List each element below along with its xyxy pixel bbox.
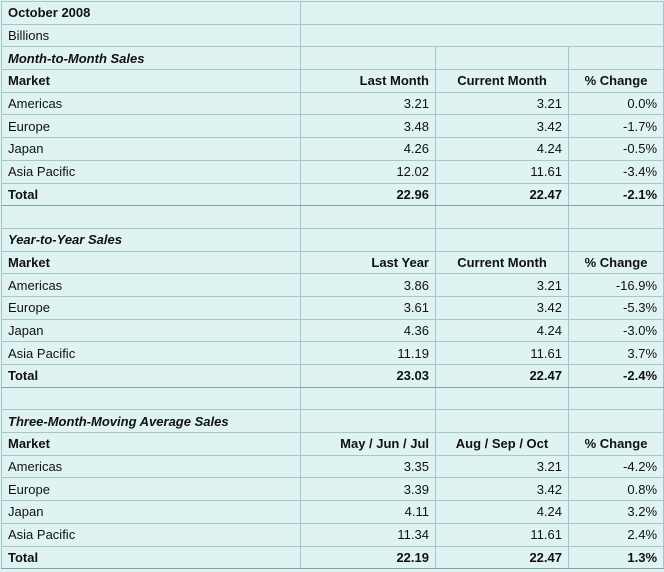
section-title-row [2, 47, 664, 70]
value-cell: 2.4% [569, 523, 664, 546]
table-row [2, 478, 664, 501]
value-cell: 3.2% [569, 501, 664, 524]
section-title: Month-to-Month Sales [2, 47, 301, 70]
section-title-filler [569, 228, 664, 251]
spacer-cell [2, 387, 301, 410]
market-cell: Europe [2, 296, 301, 319]
column-header: Last Month [301, 70, 436, 93]
spacer-cell [569, 387, 664, 410]
value-cell: 3.42 [436, 115, 569, 138]
market-cell: Americas [2, 455, 301, 478]
total-label: Total [2, 365, 301, 388]
value-cell: 3.42 [436, 296, 569, 319]
value-cell: -4.2% [569, 455, 664, 478]
value-cell: 3.21 [436, 274, 569, 297]
value-cell: 3.35 [301, 455, 436, 478]
total-row [2, 183, 664, 206]
section-title-filler [436, 410, 569, 433]
market-cell: Americas [2, 92, 301, 115]
section-title: Year-to-Year Sales [2, 228, 301, 251]
table-row [2, 342, 664, 365]
total-value: 23.03 [301, 365, 436, 388]
column-header: % Change [569, 70, 664, 93]
value-cell: 4.24 [436, 501, 569, 524]
value-cell: -3.4% [569, 160, 664, 183]
table-row [2, 115, 664, 138]
value-cell: 0.8% [569, 478, 664, 501]
value-cell: 3.7% [569, 342, 664, 365]
market-cell: Americas [2, 274, 301, 297]
value-cell: 3.21 [436, 455, 569, 478]
value-cell: 3.42 [436, 478, 569, 501]
table-row [2, 501, 664, 524]
table-row [2, 274, 664, 297]
column-header: Market [2, 433, 301, 456]
spacer-cell [301, 206, 436, 229]
table-row [2, 296, 664, 319]
value-cell: -0.5% [569, 138, 664, 161]
market-cell: Asia Pacific [2, 160, 301, 183]
market-cell: Asia Pacific [2, 342, 301, 365]
total-value: -2.1% [569, 183, 664, 206]
value-cell: 4.24 [436, 138, 569, 161]
total-value: 22.19 [301, 546, 436, 569]
total-value: -2.4% [569, 365, 664, 388]
value-cell: -3.0% [569, 319, 664, 342]
value-cell: 3.48 [301, 115, 436, 138]
value-cell: -5.3% [569, 296, 664, 319]
column-header-row [2, 251, 664, 274]
total-value: 22.96 [301, 183, 436, 206]
total-value: 22.47 [436, 183, 569, 206]
units-row [2, 24, 664, 47]
section-title-filler [569, 47, 664, 70]
value-cell: 3.86 [301, 274, 436, 297]
spacer-cell [569, 206, 664, 229]
value-cell: 11.19 [301, 342, 436, 365]
section-title-filler [301, 410, 436, 433]
value-cell: 3.39 [301, 478, 436, 501]
value-cell: 4.11 [301, 501, 436, 524]
table-row [2, 92, 664, 115]
value-cell: 4.24 [436, 319, 569, 342]
value-cell: 3.21 [301, 92, 436, 115]
sales-table [1, 1, 664, 569]
units-filler [301, 24, 664, 47]
section-title-row [2, 228, 664, 251]
title-row [2, 2, 664, 25]
column-header: Market [2, 70, 301, 93]
total-row [2, 546, 664, 569]
section-title-row [2, 410, 664, 433]
column-header: Current Month [436, 251, 569, 274]
market-cell: Japan [2, 138, 301, 161]
report-title: October 2008 [2, 2, 301, 25]
column-header: May / Jun / Jul [301, 433, 436, 456]
value-cell: 3.61 [301, 296, 436, 319]
spacer-cell [301, 387, 436, 410]
spacer-row [2, 387, 664, 410]
market-cell: Europe [2, 115, 301, 138]
spacer-cell [2, 206, 301, 229]
value-cell: -1.7% [569, 115, 664, 138]
value-cell: 11.61 [436, 523, 569, 546]
section-title-filler [436, 47, 569, 70]
value-cell: 4.36 [301, 319, 436, 342]
column-header: % Change [569, 433, 664, 456]
value-cell: 11.34 [301, 523, 436, 546]
section-title: Three-Month-Moving Average Sales [2, 410, 301, 433]
column-header: % Change [569, 251, 664, 274]
market-cell: Japan [2, 319, 301, 342]
table-row [2, 523, 664, 546]
market-cell: Asia Pacific [2, 523, 301, 546]
column-header: Last Year [301, 251, 436, 274]
title-filler [301, 2, 664, 25]
total-label: Total [2, 546, 301, 569]
section-title-filler [301, 228, 436, 251]
spacer-cell [436, 387, 569, 410]
table-row [2, 160, 664, 183]
section-title-filler [436, 228, 569, 251]
column-header: Aug / Sep / Oct [436, 433, 569, 456]
value-cell: 12.02 [301, 160, 436, 183]
spacer-cell [436, 206, 569, 229]
column-header: Current Month [436, 70, 569, 93]
column-header: Market [2, 251, 301, 274]
table-row [2, 319, 664, 342]
total-value: 1.3% [569, 546, 664, 569]
value-cell: 11.61 [436, 342, 569, 365]
units-label: Billions [2, 24, 301, 47]
table-row [2, 138, 664, 161]
column-header-row [2, 70, 664, 93]
total-label: Total [2, 183, 301, 206]
value-cell: 4.26 [301, 138, 436, 161]
value-cell: 0.0% [569, 92, 664, 115]
section-title-filler [569, 410, 664, 433]
section-title-filler [301, 47, 436, 70]
total-value: 22.47 [436, 546, 569, 569]
market-cell: Europe [2, 478, 301, 501]
table-row [2, 455, 664, 478]
column-header-row [2, 433, 664, 456]
value-cell: 3.21 [436, 92, 569, 115]
total-row [2, 365, 664, 388]
value-cell: 11.61 [436, 160, 569, 183]
value-cell: -16.9% [569, 274, 664, 297]
total-value: 22.47 [436, 365, 569, 388]
spacer-row [2, 206, 664, 229]
market-cell: Japan [2, 501, 301, 524]
